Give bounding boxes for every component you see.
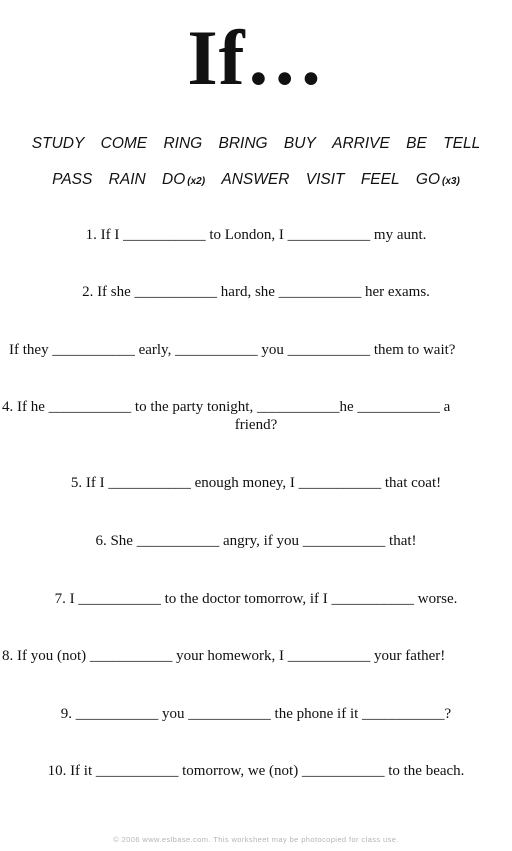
word-bank-item: PASS: [52, 171, 93, 188]
word-bank-item: RAIN: [108, 171, 146, 188]
word-bank-item-label: GO: [415, 171, 441, 188]
copyright-footer: © 2006 www.eslbase.com. This worksheet may be photocopied for class use.: [113, 835, 399, 844]
word-bank-item: BE: [406, 135, 427, 152]
word-bank-item-do: [162, 171, 205, 188]
exercise-5: 5. If I ___________ enough money, I ___________ that coat!: [70, 475, 442, 491]
word-bank-item: STUDY: [31, 135, 85, 152]
word-bank-item: BUY: [283, 135, 316, 152]
word-bank-item: RING: [163, 135, 203, 152]
exercise-7: 7. I ___________ to the doctor tomorrow, if I ___________ worse.: [54, 591, 458, 607]
word-bank-item-go: [416, 171, 460, 188]
word-bank-item: BRING: [218, 135, 268, 152]
worksheet-title: If…: [187, 14, 325, 101]
word-multiplier: (x3): [442, 176, 460, 187]
exercise-2: 2. If she ___________ hard, she ___________ her exams.: [82, 284, 430, 300]
word-bank-item: VISIT: [305, 171, 345, 188]
exercise-4: 4. If he ___________ to the party tonight, ___________he ___________ a: [2, 399, 451, 415]
word-bank-row-1: [0, 134, 512, 154]
word-bank-row-2: [0, 170, 512, 192]
exercise-6: 6. She ___________ angry, if you ___________ that!: [95, 533, 417, 549]
exercise-1: 1. If I ___________ to London, I ___________ my aunt.: [85, 227, 427, 243]
word-bank-item: ANSWER: [221, 171, 290, 188]
word-multiplier: (x2): [187, 176, 206, 187]
exercise-3: If they ___________ early, ___________ you ___________ them to wait?: [9, 342, 456, 358]
word-bank-item: ARRIVE: [332, 135, 390, 152]
exercise-9: 9. ___________ you ___________ the phone if it ___________?: [60, 706, 452, 722]
exercise-10: 10. If it ___________ tomorrow, we (not) ___________ to the beach.: [47, 763, 465, 779]
exercise-4-continued: friend?: [234, 417, 278, 433]
word-bank-item: COME: [100, 135, 148, 152]
exercise-8: 8. If you (not) ___________ your homework, I ___________ your father!: [2, 648, 446, 664]
word-bank-item-label: DO: [162, 171, 186, 188]
word-bank-item: FEEL: [360, 171, 400, 188]
word-bank-item: TELL: [443, 135, 481, 152]
